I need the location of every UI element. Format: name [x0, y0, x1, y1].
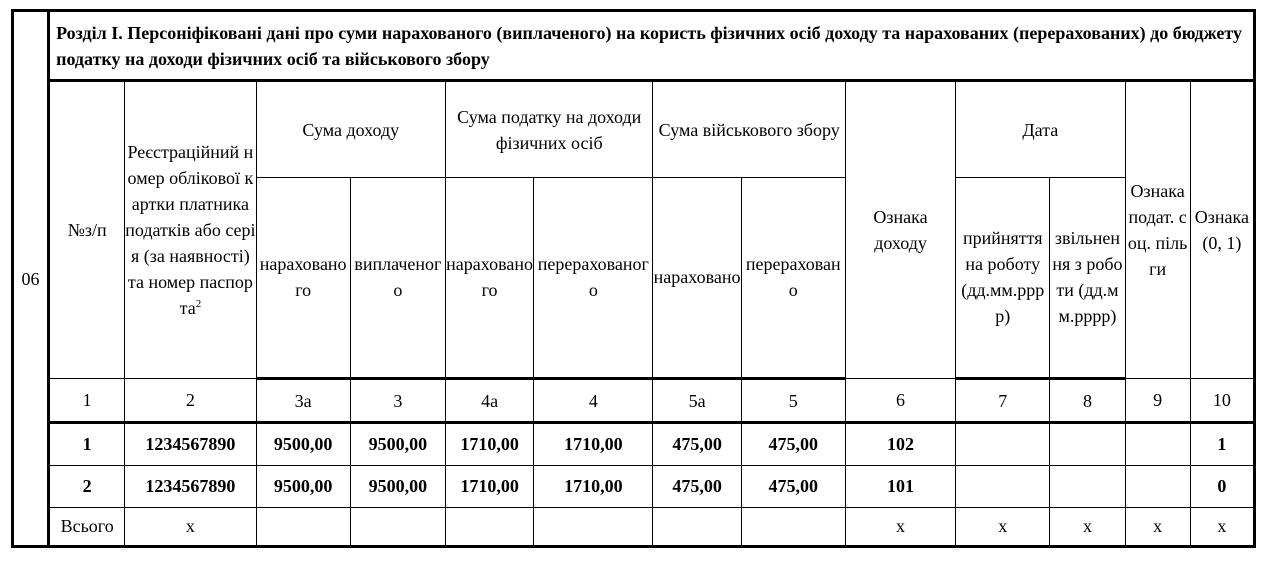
cell-income-accrued: 9500,00 — [256, 465, 350, 507]
column-number: 4а — [445, 379, 533, 423]
cell-income-sign: 102 — [845, 423, 955, 465]
total-cell — [741, 507, 845, 546]
column-number: 4 — [534, 379, 653, 423]
column-number: 9 — [1125, 379, 1190, 423]
total-label: Всього — [49, 507, 125, 546]
cell-military-accrued: 475,00 — [653, 423, 741, 465]
column-number: 2 — [125, 379, 256, 423]
cell-military-accrued: 475,00 — [653, 465, 741, 507]
header-military-transferred: перераховано — [741, 177, 845, 378]
cell-date-hired — [956, 423, 1050, 465]
total-cell: x — [956, 507, 1050, 546]
cell-sign01: 1 — [1190, 423, 1254, 465]
cell-tax-accrued: 1710,00 — [445, 423, 533, 465]
total-cell: x — [1050, 507, 1125, 546]
header-income-sign: Ознака доходу — [845, 81, 955, 379]
cell-income-paid: 9500,00 — [350, 465, 445, 507]
column-number: 10 — [1190, 379, 1254, 423]
column-number: 5 — [741, 379, 845, 423]
header-date: Дата — [956, 81, 1125, 178]
cell-tax-accrued: 1710,00 — [445, 465, 533, 507]
total-cell: x — [1190, 507, 1254, 546]
header-income-accrued: нарахованого — [256, 177, 350, 378]
header-military-sum: Сума військового збору — [653, 81, 845, 178]
column-number: 5а — [653, 379, 741, 423]
personified-data-table — [11, 9, 1256, 548]
total-cell — [534, 507, 653, 546]
column-number: 6 — [845, 379, 955, 423]
cell-tax-transferred: 1710,00 — [534, 423, 653, 465]
total-cell — [350, 507, 445, 546]
header-social-benefit: Ознака подат. соц. пільги — [1125, 81, 1190, 379]
total-cell — [653, 507, 741, 546]
cell-income-paid: 9500,00 — [350, 423, 445, 465]
table-row — [13, 465, 1255, 507]
section-title: Розділ І. Персоніфіковані дані про суми нарахованого (виплаченого) на користь фізичних осіб доходу та нарахованих (перерахованих) до бюджету податку на доходи фізичних осіб та військового збору — [49, 11, 1255, 81]
total-cell — [445, 507, 533, 546]
header-date-fired: звільнення з роботи (дд.мм.рррр) — [1050, 177, 1125, 378]
cell-date-hired — [956, 465, 1050, 507]
header-income-paid: виплаченого — [350, 177, 445, 378]
total-cell: x — [125, 507, 256, 546]
cell-military-transferred: 475,00 — [741, 465, 845, 507]
header-income-sum: Сума доходу — [256, 81, 445, 178]
cell-military-transferred: 475,00 — [741, 423, 845, 465]
cell-income-sign: 101 — [845, 465, 955, 507]
cell-reg-number: 1234567890 — [125, 465, 256, 507]
cell-social-benefit — [1125, 423, 1190, 465]
cell-sign01: 0 — [1190, 465, 1254, 507]
header-tax-transferred: перерахованого — [534, 177, 653, 378]
cell-reg-number: 1234567890 — [125, 423, 256, 465]
cell-tax-transferred: 1710,00 — [534, 465, 653, 507]
footnote-marker: 2 — [195, 298, 202, 311]
header-reg-number: Реєстраційний номер облікової картки платника податків або серія (за наявності) та номер паспорта$^2$ — [125, 81, 256, 379]
total-cell: x — [845, 507, 955, 546]
column-number: 3а — [256, 379, 350, 423]
section-code: 06 — [13, 11, 49, 547]
table-row — [13, 423, 1255, 465]
column-number: 3 — [350, 379, 445, 423]
total-row — [13, 507, 1255, 546]
header-tax-sum: Сума податку на доходи фізичних осіб — [445, 81, 652, 178]
cell-income-accrued: 9500,00 — [256, 423, 350, 465]
header-sign01: Ознака (0, 1) — [1190, 81, 1254, 379]
cell-num: 2 — [49, 465, 125, 507]
header-tax-accrued: нарахованого — [445, 177, 533, 378]
column-number: 7 — [956, 379, 1050, 423]
header-date-hired: прийняття на роботу (дд.мм.рррр) — [956, 177, 1050, 378]
cell-date-fired — [1050, 423, 1125, 465]
total-cell: x — [1125, 507, 1190, 546]
cell-date-fired — [1050, 465, 1125, 507]
cell-num: 1 — [49, 423, 125, 465]
header-num: №з/п — [49, 81, 125, 379]
total-cell — [256, 507, 350, 546]
column-number: 8 — [1050, 379, 1125, 423]
header-military-accrued: нараховано — [653, 177, 741, 378]
column-number: 1 — [49, 379, 125, 423]
cell-social-benefit — [1125, 465, 1190, 507]
